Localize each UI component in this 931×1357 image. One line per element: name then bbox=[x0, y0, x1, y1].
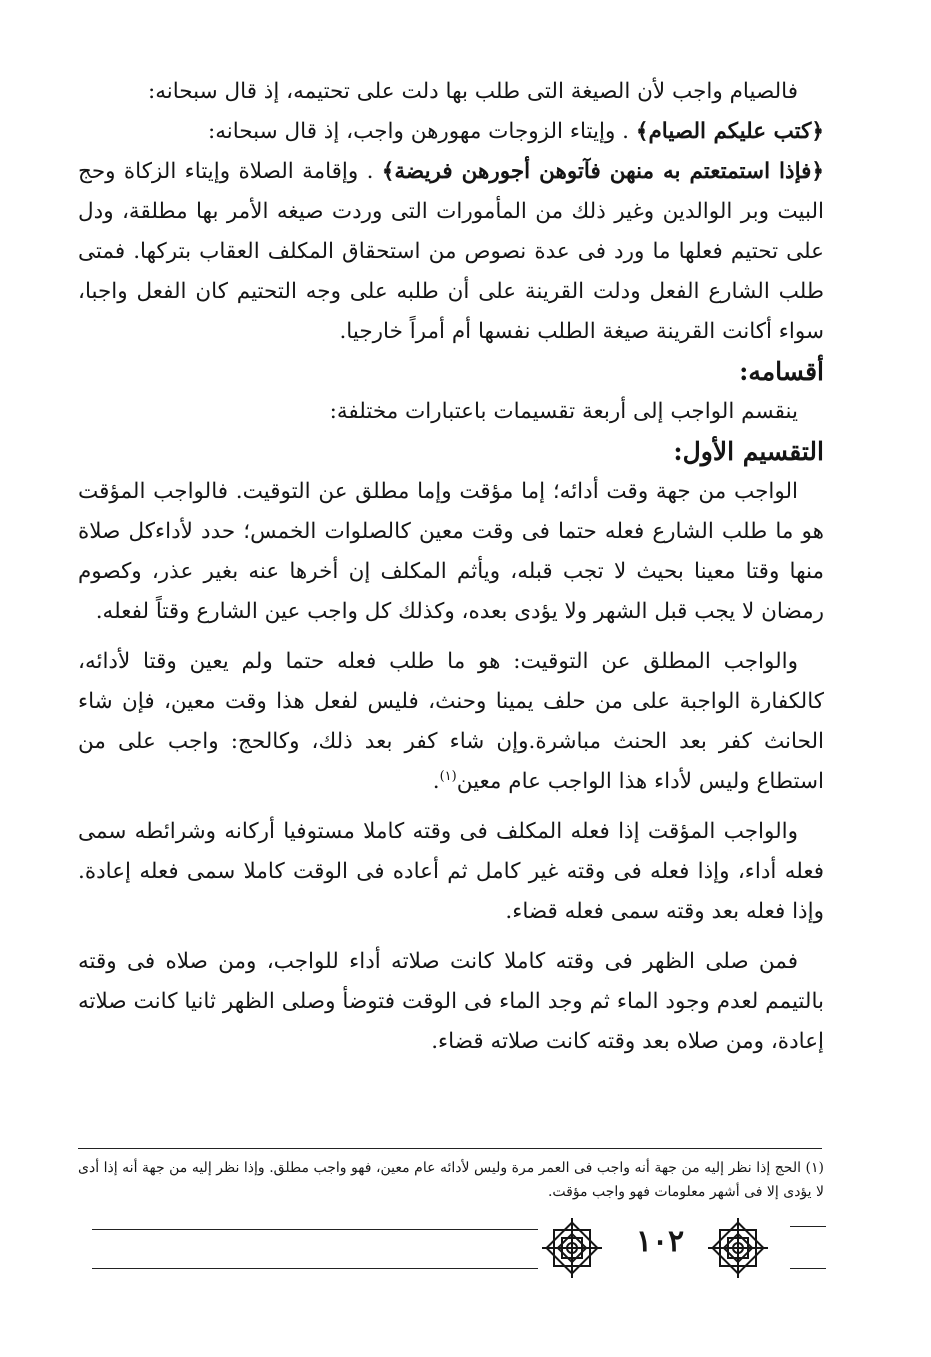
paragraph-dowry bbox=[78, 112, 824, 152]
footnote-text: (١) الحج إذا نظر إليه من جهة أنه واجب فى العمر مرة وليس لأدائه عام معين، فهو واجب مطلق. وإذا نظر إليه من جهة أنه إذا أدى لا يؤدى إلا فى أشهر معلومات فهو واجب مؤقت. bbox=[78, 1160, 824, 1200]
paragraph-fasting: فالصيام واجب لأن الصيغة التى طلب بها دلت على تحتيمه، إذ قال سبحانه: bbox=[148, 79, 798, 104]
paragraph-untimed-obligation bbox=[78, 642, 824, 802]
paragraph-untimed-text: والواجب المطلق عن التوقيت: هو ما طلب فعله حتما ولم يعين وقتا لأدائه، كالكفارة الواجبة على من حلف يمينا وحنث، فليس لفعل هذا وقت معين، فإن شاء الحانث كفر بعد الحنث مباشرة.وإن شاء كفر بعد ذلك، وكالحج: واجب على من استطاع وليس لأداء هذا الواجب عام معين bbox=[78, 649, 824, 794]
paragraph-four-divisions: ينقسم الواجب إلى أربعة تقسيمات باعتبارات مختلفة: bbox=[329, 399, 798, 424]
paragraph-dhuhr-example: فمن صلى الظهر فى وقته كاملا كانت صلاته أداء للواجب، ومن صلاه فى وقته بالتيمم لعدم وجود الماء ثم وجد الماء فى الوقت فتوضأ وصلى الظهر ثانيا كانت صلاته إعادة، ومن صلاه بعد وقته كانت صلاته قضاء. bbox=[78, 949, 824, 1054]
footer-rule-right-upper bbox=[790, 1226, 826, 1227]
paragraph-dowry-text: . وإيتاء الزوجات مهورهن واجب، إذ قال سبحانه: bbox=[208, 119, 636, 144]
paragraph-untimed-end: . bbox=[432, 769, 440, 794]
footer-rule-right-lower bbox=[790, 1268, 826, 1269]
eight-point-star-ornament-icon bbox=[540, 1216, 604, 1280]
paragraph-obligations-text: . وإقامة الصلاة وإيتاء الزكاة وحج البيت وبر الوالدين وغير ذلك من المأمورات التى وردت صيغه الأمر بها مطلقة، ودل على تحتيم فعلها ما ورد فى عدة نصوص من استحقاق المكلف العقاب بتركها. فمتى طلب الشارع الفعل ودلت القرينة على أن طلبه على وجه التحتيم كان الفعل واجبا، سواء أكانت القرينة صيغة الطلب نفسها أم أمراً خارجيا. bbox=[78, 159, 824, 344]
heading-first-division: التقسيم الأول: bbox=[673, 437, 824, 466]
heading-divisions: أقسامه: bbox=[739, 357, 824, 386]
footnote-separator bbox=[78, 1148, 822, 1149]
paragraph-timed-obligation: الواجب من جهة وقت أدائه؛ إما مؤقت وإما مطلق عن التوقيت. فالواجب المؤقت هو ما طلب الشارع فعله حتما فى وقت معين كالصلوات الخمس؛ حدد لأداءكل صلاة منها وقتا معينا بحيث لا تجب قبله، ويأثم المكلف إن أخرها عنه بغير عذر، وكصوم رمضان لا يجب قبل الشهر ولا يؤدى بعده، وكذلك كل واجب عين الشارع وقتاً لفعله. bbox=[78, 479, 824, 624]
footnote-reference: (١) bbox=[439, 768, 457, 784]
footer-rule-left-upper bbox=[92, 1229, 538, 1230]
eight-point-star-ornament-icon bbox=[706, 1216, 770, 1280]
paragraph-obligations bbox=[78, 152, 824, 352]
quran-verse-dowry: ﴿فإذا استمتعتم به منهن فآتوهن أجورهن فريضة﴾ bbox=[381, 159, 824, 184]
page-number: ١٠٢ bbox=[635, 1224, 685, 1259]
quran-verse-fasting: ﴿كتب عليكم الصيام﴾ bbox=[635, 119, 824, 144]
paragraph-performance-types: والواجب المؤقت إذا فعله المكلف فى وقته كاملا مستوفيا أركانه وشرائطه سمى فعله أداء، وإذا فعله فى وقته غير كامل ثم أعاده فى الوقت كاملا سمى فعله إعادة. وإذا فعله بعد وقته سمى فعله قضاء. bbox=[78, 819, 824, 924]
page-body bbox=[78, 72, 824, 1332]
footer-rule-left-lower bbox=[92, 1268, 538, 1269]
